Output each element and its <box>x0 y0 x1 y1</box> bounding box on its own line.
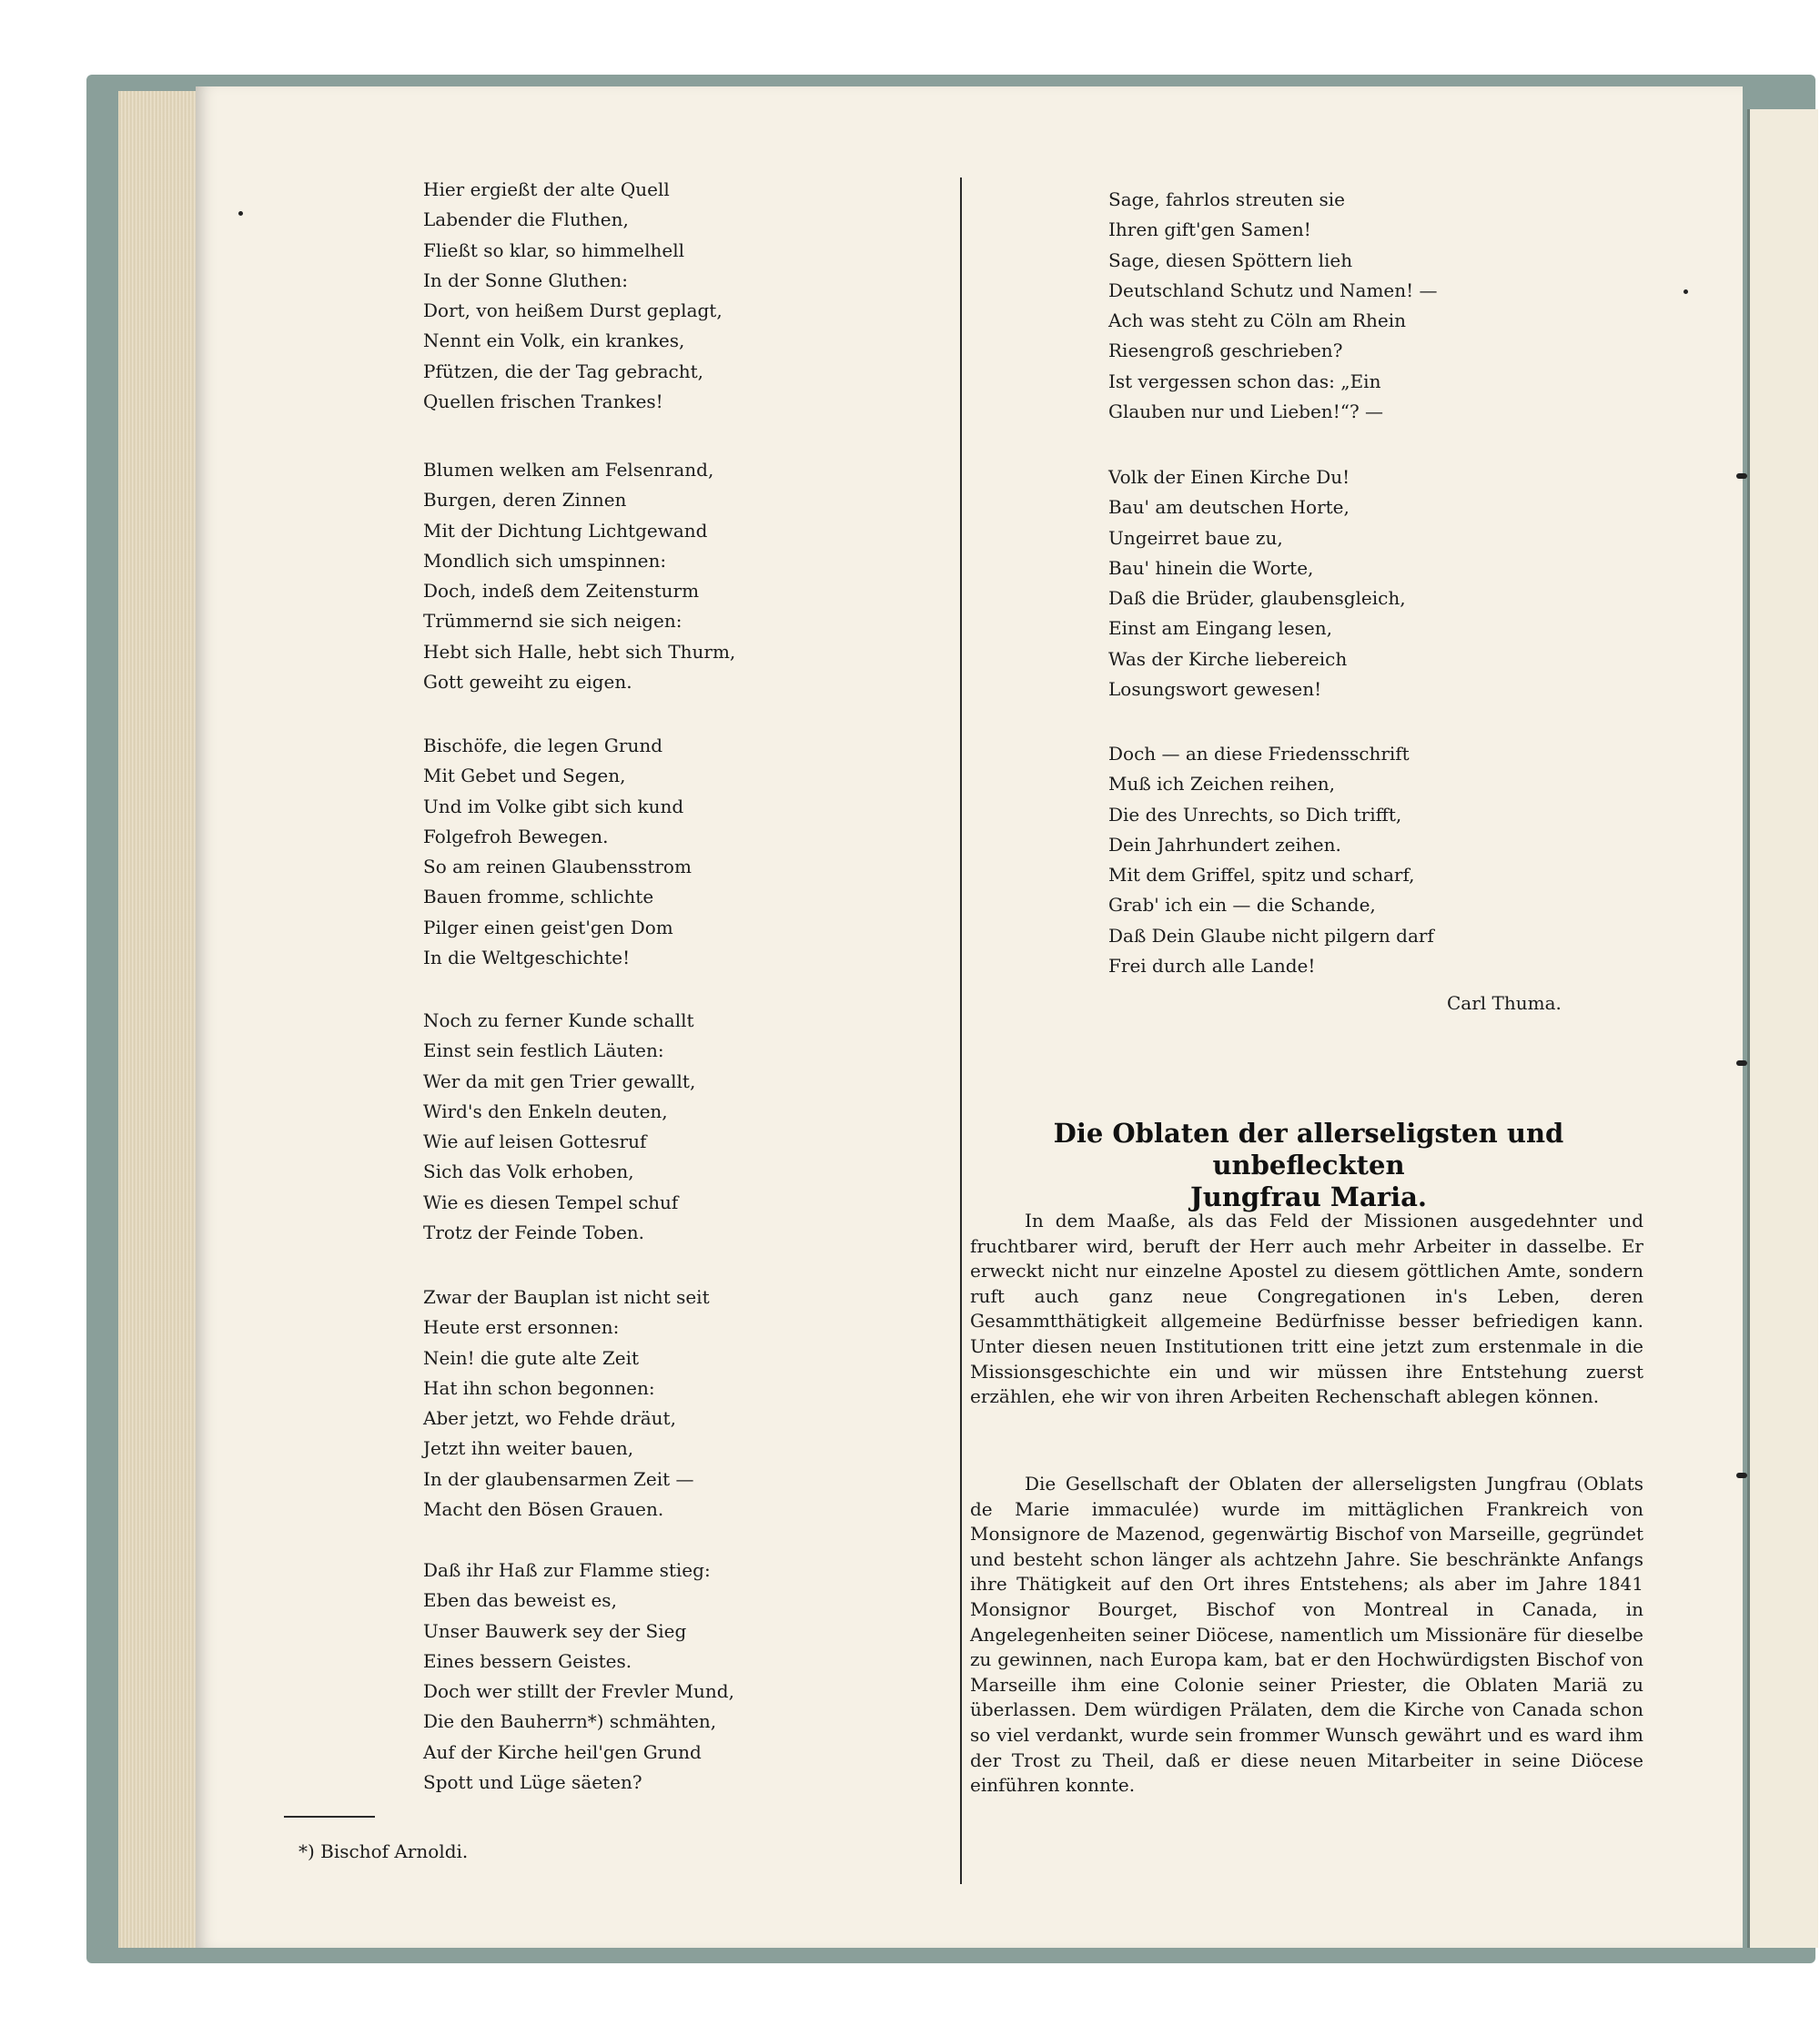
poem-line: Doch wer stillt der Frevler Mund, <box>423 1680 734 1703</box>
poem-line: Mondlich sich umspinnen: <box>423 549 667 572</box>
poem-line: Gott geweiht zu eigen. <box>423 671 632 694</box>
poem-line: In der glaubensarmen Zeit — <box>423 1467 694 1490</box>
poem-line: Pilger einen geist'gen Dom <box>423 916 673 938</box>
poem-line: Die den Bauherrn*) schmähten, <box>423 1710 717 1733</box>
poem-line: Grab' ich ein — die Schande, <box>1108 894 1376 917</box>
poem-line: Burgen, deren Zinnen <box>423 489 627 512</box>
poem-line: Folgefroh Bewegen. <box>423 825 609 847</box>
poem-line: Wird's den Enkeln deuten, <box>423 1100 668 1122</box>
poem-stanza <box>423 731 692 973</box>
poem-line: Einst sein festlich Läuten: <box>423 1039 664 1062</box>
author-signature: Carl Thuma. <box>1447 992 1562 1014</box>
poem-line: Zwar der Bauplan ist nicht seit <box>423 1286 710 1308</box>
poem-line: Glauben nur und Lieben!“? — <box>1108 400 1384 423</box>
poem-stanza <box>423 175 723 417</box>
poem-line: Bauen fromme, schlichte <box>423 886 654 908</box>
poem-line: Riesengroß geschrieben? <box>1108 340 1343 362</box>
poem-line: Volk der Einen Kirche Du! <box>1108 466 1350 488</box>
poem-line: Sich das Volk erhoben, <box>423 1160 634 1183</box>
poem-line: Fließt so klar, so himmelhell <box>423 238 685 261</box>
poem-line: Wie es diesen Tempel schuf <box>423 1191 679 1213</box>
footnote: *) Bischof Arnoldi. <box>298 1840 469 1862</box>
poem-line: Sage, fahrlos streuten sie <box>1108 188 1345 210</box>
poem-line: Hebt sich Halle, hebt sich Thurm, <box>423 640 736 663</box>
poem-line: Daß die Brüder, glaubensgleich, <box>1108 587 1406 610</box>
poem-line: Mit Gebet und Segen, <box>423 765 626 787</box>
poem-line: Mit der Dichtung Lichtgewand <box>423 519 708 542</box>
next-page-edge <box>1747 109 1818 1948</box>
margin-mark <box>1736 1060 1747 1066</box>
poem-line: Jetzt ihn weiter bauen, <box>423 1437 634 1460</box>
poem-line: Macht den Bösen Grauen. <box>423 1498 664 1521</box>
poem-stanza <box>423 1282 710 1525</box>
poem-line: Wie auf leisen Gottesruf <box>423 1130 647 1153</box>
poem-stanza <box>1108 739 1434 981</box>
poem-line: Ist vergessen schon das: „Ein <box>1108 370 1381 392</box>
poem-line: Ungeirret baue zu, <box>1108 526 1283 549</box>
poem-stanza <box>1108 185 1438 427</box>
poem-stanza <box>423 1556 734 1798</box>
poem-line: Bau' am deutschen Horte, <box>1108 496 1350 519</box>
poem-stanza <box>1108 462 1406 704</box>
article-title <box>972 1118 1645 1213</box>
poem-line: In der Sonne Gluthen: <box>423 269 629 291</box>
poem-line: Hat ihn schon begonnen: <box>423 1376 655 1399</box>
poem-line: Spott und Lüge säeten? <box>423 1771 642 1794</box>
poem-line: Nennt ein Volk, ein krankes, <box>423 329 685 352</box>
poem-line: Frei durch alle Lande! <box>1108 955 1316 978</box>
margin-mark <box>1736 473 1747 479</box>
poem-line: So am reinen Glaubensstrom <box>423 856 692 878</box>
ink-dot <box>238 211 243 216</box>
poem-line: Doch — an diese Friedensschrift <box>1108 743 1410 765</box>
poem-line: Sage, diesen Spöttern lieh <box>1108 248 1353 271</box>
poem-line: Doch, indeß dem Zeitensturm <box>423 580 700 603</box>
poem-line: Eben das beweist es, <box>423 1589 617 1612</box>
margin-mark <box>1736 1473 1747 1478</box>
poem-line: Dort, von heißem Durst geplagt, <box>423 299 723 322</box>
poem-line: Nein! die gute alte Zeit <box>423 1346 640 1369</box>
poem-line: In die Weltgeschichte! <box>423 947 631 969</box>
poem-line: Was der Kirche liebereich <box>1108 647 1348 670</box>
poem-line: Losungswort gewesen! <box>1108 678 1322 701</box>
article-title-line: Die Oblaten der allerseligsten und unbefleckten <box>1053 1118 1564 1181</box>
footnote-rule <box>284 1816 375 1818</box>
poem-line: Eines bessern Geistes. <box>423 1649 632 1672</box>
ink-dot <box>1684 289 1688 294</box>
column-rule <box>960 177 962 1884</box>
poem-line: Muß ich Zeichen reihen, <box>1108 773 1335 796</box>
poem-line: Blumen welken am Felsenrand, <box>423 459 714 481</box>
poem-stanza <box>423 1006 695 1248</box>
article-paragraph: Die Gesellschaft der Oblaten der allerseligsten Jungfrau (Oblats de Marie immaculée) wurde im mittäglichen Frankreich von Monsignore de Mazenod, gegenwärtig Bischof von Marseille, gegründet und besteht schon länger als achtzehn Jahre. Sie beschränkte Anfangs ihre Thätigkeit auf den Ort ihres Entstehens; als aber im Jahre 1841 Monsignor Bourget, Bischof von Montreal in Canada, in Angelegenheiten seiner Diöcese, namentlich um Missionäre für dieselbe zu gewinnen, nach Europa kam, bat er den Hochwürdigsten Bischof von Marseille ihm eine Colonie seiner Priester, die Oblaten Mariä zu überlassen. Dem würdigen Prälaten, dem die Kirche von Canada schon so viel verdankt, wurde sein frommer Wunsch gewährt und es ward ihm der Trost zu Theil, daß er diese neuen Mitarbeiter in seine Diöcese einführen konnte. <box>970 1473 1643 1797</box>
poem-line: Deutschland Schutz und Namen! — <box>1108 279 1438 301</box>
poem-line: Mit dem Griffel, spitz und scharf, <box>1108 864 1415 887</box>
poem-line: Trotz der Feinde Toben. <box>423 1221 645 1244</box>
poem-line: Daß ihr Haß zur Flamme stieg: <box>423 1559 711 1581</box>
poem-line: Auf der Kirche heil'gen Grund <box>423 1740 702 1763</box>
poem-line: Unser Bauwerk sey der Sieg <box>423 1619 687 1642</box>
poem-line: Daß Dein Glaube nicht pilgern darf <box>1108 924 1434 947</box>
poem-line: Bau' hinein die Worte, <box>1108 556 1314 579</box>
article-title-line: Jungfrau Maria. <box>1190 1181 1427 1212</box>
poem-line: Wer da mit gen Trier gewallt, <box>423 1069 696 1092</box>
article-paragraph: In dem Maaße, als das Feld der Missionen ausgedehnter und fruchtbarer wird, beruft der Herr auch mehr Arbeiter in dasselbe. Er erweckt nicht nur einzelne Apostel zu diesem göttlichen Amte, sondern ruft auch ganz neue Congregationen in's Leben, deren Gesammtthätigkeit allgemeine Bedürfnisse besser befriedigen kann. Unter diesen neuen Institutionen tritt eine jetzt zum erstenmale in die Missionsgeschichte ein und wir müssen ihre Entstehung zuerst erzählen, ehe wir von ihren Arbeiten Rechenschaft ablegen können. <box>970 1210 1643 1408</box>
page-edges <box>118 91 200 1948</box>
poem-line: Die des Unrechts, so Dich trifft, <box>1108 803 1402 826</box>
poem-line: Aber jetzt, wo Fehde dräut, <box>423 1407 676 1430</box>
poem-line: Noch zu ferner Kunde schallt <box>423 1009 694 1031</box>
poem-line: Bischöfe, die legen Grund <box>423 735 663 756</box>
poem-line: Trümmernd sie sich neigen: <box>423 610 682 633</box>
poem-line: Heute erst ersonnen: <box>423 1316 620 1339</box>
poem-line: Pfützen, die der Tag gebracht, <box>423 360 703 382</box>
poem-stanza <box>423 455 735 697</box>
poem-line: Quellen frischen Trankes! <box>423 390 663 413</box>
poem-line: Labender die Fluthen, <box>423 208 629 231</box>
poem-line: Dein Jahrhundert zeihen. <box>1108 833 1341 856</box>
poem-line: Und im Volke gibt sich kund <box>423 795 684 817</box>
poem-line: Ach was steht zu Cöln am Rhein <box>1108 309 1407 332</box>
poem-line: Ihren gift'gen Samen! <box>1108 218 1311 241</box>
poem-line: Hier ergießt der alte Quell <box>423 178 670 200</box>
poem-line: Einst am Eingang lesen, <box>1108 617 1332 640</box>
